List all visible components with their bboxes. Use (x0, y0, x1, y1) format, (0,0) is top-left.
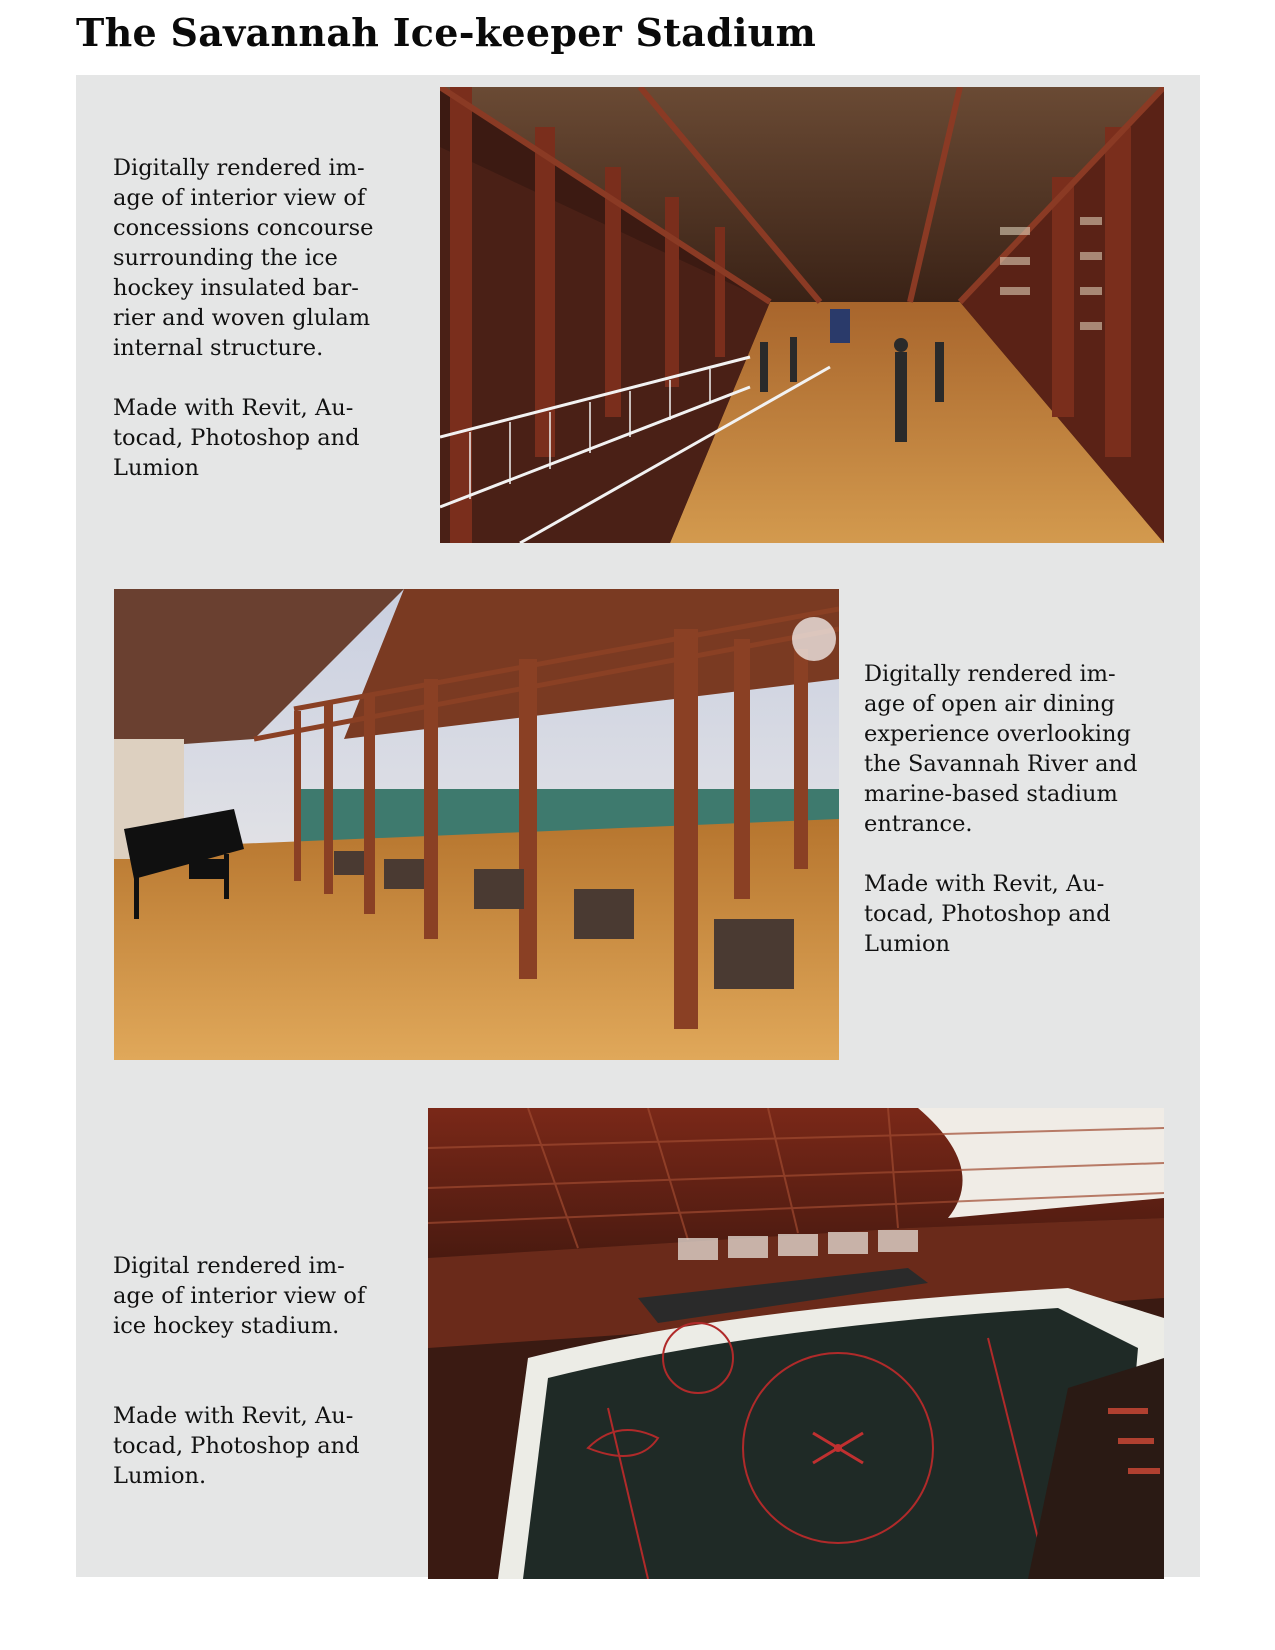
caption-hockey-description: Digital rendered im- age of interior view of ice hockey stadium. (113, 1253, 366, 1339)
caption-hockey (113, 1251, 413, 1491)
caption-hockey-tools: Made with Revit, Au- tocad, Photoshop and Lumion. (113, 1403, 360, 1489)
render-dining-image (114, 589, 839, 1060)
render-hockey-image (428, 1108, 1164, 1579)
caption-dining-description: Digitally rendered im- age of open air dining experience overlooking the Savannah River and marine-based stadium entrance. (864, 661, 1138, 837)
caption-concourse-description: Digitally rendered im- age of interior view of concessions concourse surrounding the ice hockey insulated bar- rier and woven glulam internal structure. (113, 155, 374, 361)
page-title: The Savannah Ice-keeper Stadium (76, 10, 817, 55)
caption-dining-tools: Made with Revit, Au- tocad, Photoshop and Lumion (864, 871, 1111, 957)
caption-dining (864, 659, 1174, 959)
caption-concourse-tools: Made with Revit, Au- tocad, Photoshop and Lumion (113, 395, 360, 481)
caption-concourse (113, 153, 413, 483)
render-concourse-image (440, 87, 1164, 543)
